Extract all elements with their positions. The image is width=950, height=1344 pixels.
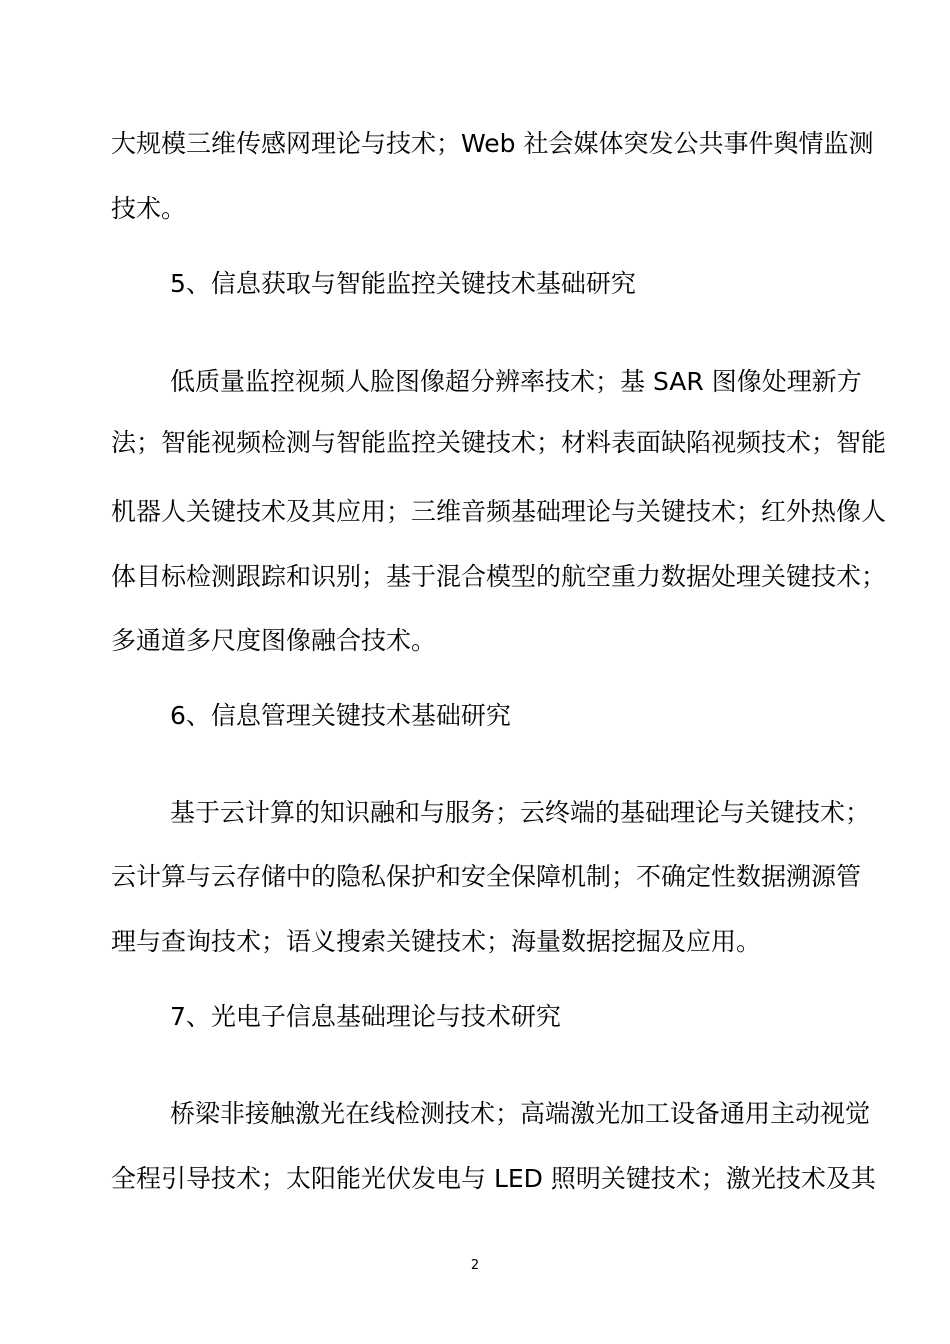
paragraph-line: 体目标检测跟踪和识别；基于混合模型的航空重力数据处理关键技术； — [111, 562, 887, 591]
paragraph-line: 多通道多尺度图像融合技术。 — [111, 626, 437, 655]
section-heading-5: 5、信息获取与智能监控关键技术基础研究 — [170, 269, 636, 298]
paragraph-line: 低质量监控视频人脸图像超分辨率技术；基 SAR 图像处理新方 — [170, 367, 862, 396]
paragraph-line: 桥梁非接触激光在线检测技术；高端激光加工设备通用主动视觉 — [170, 1099, 871, 1128]
paragraph-line: 基于云计算的知识融和与服务；云终端的基础理论与关键技术； — [170, 798, 871, 827]
paragraph-line: 理与查询技术；语义搜索关键技术；海量数据挖掘及应用。 — [111, 927, 762, 956]
paragraph-line: 机器人关键技术及其应用；三维音频基础理论与关键技术；红外热像人 — [111, 497, 887, 526]
paragraph-line: 全程引导技术；太阳能光伏发电与 LED 照明关键技术；激光技术及其 — [111, 1164, 876, 1193]
section-heading-7: 7、光电子信息基础理论与技术研究 — [170, 1002, 561, 1031]
paragraph-line: 法；智能视频检测与智能监控关键技术；材料表面缺陷视频技术；智能 — [111, 428, 887, 457]
page-number: 2 — [470, 1258, 480, 1273]
section-heading-6: 6、信息管理关键技术基础研究 — [170, 701, 511, 730]
paragraph-line: 大规模三维传感网理论与技术；Web 社会媒体突发公共事件舆情监测 — [111, 129, 874, 158]
paragraph-line: 技术。 — [111, 194, 187, 223]
paragraph-line: 云计算与云存储中的隐私保护和安全保障机制；不确定性数据溯源管 — [111, 862, 862, 891]
